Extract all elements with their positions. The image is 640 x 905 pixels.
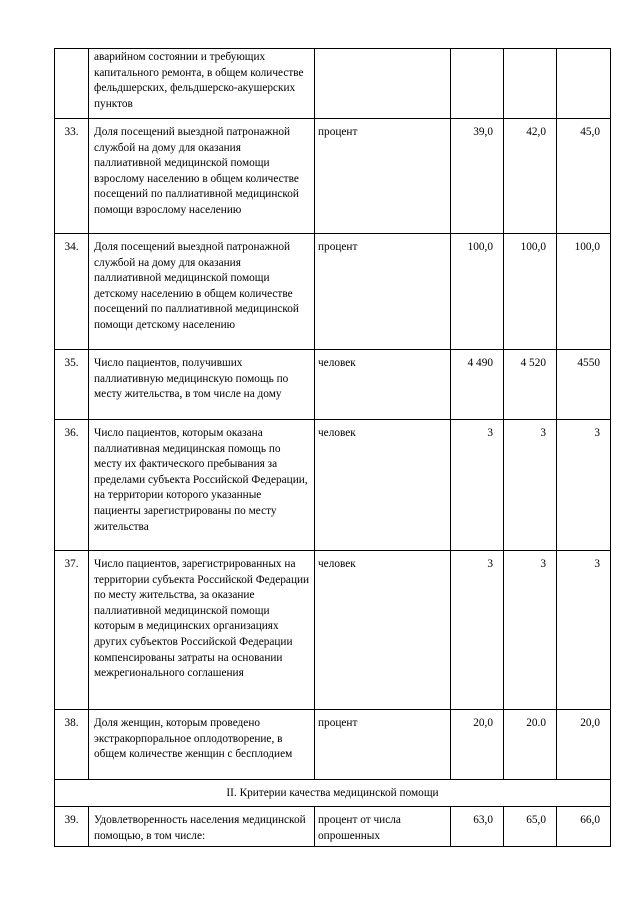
value-cell-3: 3 — [557, 420, 611, 551]
unit-cell: процент — [315, 710, 451, 780]
indicator-name-cell: Число пациентов, получивших паллиативную медицинскую помощь по месту жительства, в том числе на дому — [89, 350, 315, 420]
value-cell-1: 63,0 — [451, 807, 504, 847]
unit-cell: человек — [315, 551, 451, 710]
indicator-name-cell: Число пациентов, зарегистрированных на территории субъекта Российской Федерации по месту жительства, за оказание паллиативной медицинской помощи которым в медицинских организациях других субъектов Российской Федерации компенсированы затраты на основании межрегионального соглашения — [89, 551, 315, 710]
value-cell-1: 4 490 — [451, 350, 504, 420]
table-row — [55, 119, 611, 234]
unit-cell: человек — [315, 350, 451, 420]
unit-cell — [315, 49, 451, 119]
value-cell-1: 3 — [451, 420, 504, 551]
value-cell-3: 100,0 — [557, 234, 611, 350]
indicator-name-cell: аварийном состоянии и требующих капитального ремонта, в общем количестве фельдшерских, фельдшерско-акушерских пунктов — [89, 49, 315, 119]
table-row — [55, 807, 611, 847]
indicator-name-cell: Число пациентов, которым оказана паллиативная медицинская помощь по месту их фактического пребывания за пределами субъекта Российской Федерации, на территории которого указанные пациенты зарегистрированы по месту жительства — [89, 420, 315, 551]
row-number-cell: 36. — [55, 420, 89, 551]
section-heading: II. Критерии качества медицинской помощи — [55, 780, 611, 807]
indicators-table — [54, 48, 611, 847]
unit-cell: процент — [315, 234, 451, 350]
value-cell-1: 100,0 — [451, 234, 504, 350]
value-cell-1 — [451, 49, 504, 119]
indicator-name-cell: Удовлетворенность населения медицинской помощью, в том числе: — [89, 807, 315, 847]
value-cell-2: 65,0 — [504, 807, 557, 847]
row-number-cell: 37. — [55, 551, 89, 710]
value-cell-3 — [557, 49, 611, 119]
value-cell-3: 45,0 — [557, 119, 611, 234]
table-row — [55, 710, 611, 780]
value-cell-2: 4 520 — [504, 350, 557, 420]
table-row-continued — [55, 49, 611, 119]
value-cell-3: 66,0 — [557, 807, 611, 847]
row-number-cell: 33. — [55, 119, 89, 234]
value-cell-2: 3 — [504, 420, 557, 551]
value-cell-3: 20,0 — [557, 710, 611, 780]
row-number-cell: 35. — [55, 350, 89, 420]
row-number-cell — [55, 49, 89, 119]
value-cell-1: 3 — [451, 551, 504, 710]
section-heading-row — [55, 780, 611, 807]
value-cell-2: 20.0 — [504, 710, 557, 780]
value-cell-2: 100,0 — [504, 234, 557, 350]
value-cell-1: 39,0 — [451, 119, 504, 234]
indicator-name-cell: Доля посещений выездной патронажной службой на дому для оказания паллиативной медицинской помощи детскому населению в общем количестве посещений по паллиативной медицинской помощи детскому населению — [89, 234, 315, 350]
table-row — [55, 551, 611, 710]
value-cell-2: 3 — [504, 551, 557, 710]
indicator-name-cell: Доля женщин, которым проведено экстракорпоральное оплодотворение, в общем количестве женщин с бесплодием — [89, 710, 315, 780]
value-cell-2 — [504, 49, 557, 119]
unit-cell: процент от числа опрошенных — [315, 807, 451, 847]
value-cell-3: 4550 — [557, 350, 611, 420]
row-number-cell: 38. — [55, 710, 89, 780]
table-row — [55, 234, 611, 350]
unit-cell: процент — [315, 119, 451, 234]
table-row — [55, 350, 611, 420]
value-cell-1: 20,0 — [451, 710, 504, 780]
unit-cell: человек — [315, 420, 451, 551]
value-cell-2: 42,0 — [504, 119, 557, 234]
value-cell-3: 3 — [557, 551, 611, 710]
row-number-cell: 39. — [55, 807, 89, 847]
row-number-cell: 34. — [55, 234, 89, 350]
indicator-name-cell: Доля посещений выездной патронажной службой на дому для оказания паллиативной медицинской помощи взрослому населению в общем количестве посещений по паллиативной медицинской помощи взрослому населению — [89, 119, 315, 234]
table-row — [55, 420, 611, 551]
